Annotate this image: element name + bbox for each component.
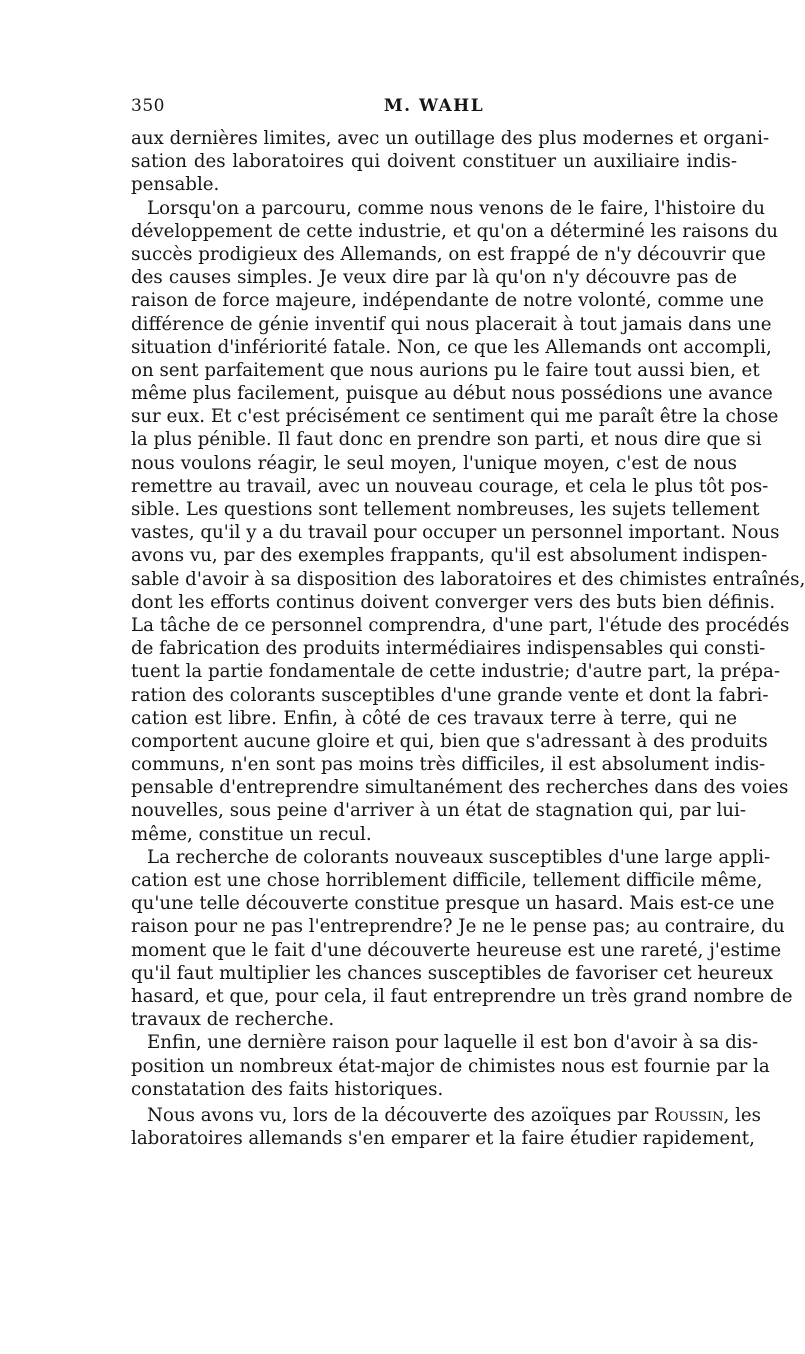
paragraph-4 [131,1031,770,1101]
text-line: succès prodigieux des Allemands, on est frappé de n'y découvrir que [131,243,766,265]
text-segment: , les [723,1104,761,1126]
text-line: sur eux. Et c'est précisément ce sentiment qui me paraît être la chose [131,406,779,428]
text-line: dont les efforts continus doivent converger vers des buts bien définis. [131,591,776,613]
text-line: La tâche de ce personnel comprendra, d'une part, l'étude des procédés [131,614,790,636]
text-line: pensable. [131,174,220,196]
text-line: hasard, et que, pour cela, il faut entreprendre un très grand nombre de [131,985,793,1007]
text-line: même, constitue un recul. [131,823,372,845]
text-line: qu'une telle découverte constitue presque un hasard. Mais est-ce une [131,893,775,915]
page-header [131,96,737,120]
paragraph-2 [131,197,805,846]
text-line: position un nombreux état-major de chimistes nous est fournie par la [131,1055,770,1077]
paragraph-1 [131,127,770,197]
text-line: la plus pénible. Il faut donc en prendre son parti, et nous dire que si [131,429,762,451]
text-line: communs, n'en sont pas moins très difficiles, il est absolument indis- [131,754,766,776]
text-line: cation est une chose horriblement difficile, tellement difficile même, [131,870,763,891]
body-text [131,127,805,1150]
text-line: La recherche de colorants nouveaux susceptibles d'une large appli- [147,846,771,868]
text-line: sation des laboratoires qui doivent constituer un auxiliaire indis- [131,151,737,173]
text-line: raison de force majeure, indépendante de notre volonté, comme une [131,290,764,312]
text-line: nouvelles, sous peine d'arriver à un état de stagnation qui, par lui- [131,800,746,822]
text-line: des causes simples. Je veux dire par là qu'on n'y découvre pas de [131,267,737,289]
text-line: de fabrication des produits intermédiaires indispensables qui consti- [131,638,766,660]
running-head-author: M. WAHL [383,96,485,116]
text-line: qu'il faut multiplier les chances susceptibles de favoriser cet heureux [131,962,773,984]
text-line: situation d'infériorité fatale. Non, ce que les Allemands ont accompli, [131,336,772,358]
text-line: même plus facilement, puisque au début nous possédions une avance [131,383,773,405]
text-line: nous voulons réagir, le seul moyen, l'unique moyen, c'est de nous [131,452,737,474]
text-segment: Nous avons vu, lors de la découverte des azoïques par [147,1104,655,1126]
text-line: cation est libre. Enfin, à côté de ces travaux terre à terre, qui ne [131,707,737,729]
text-line: Lorsqu'on a parcouru, comme nous venons de le faire, l'histoire du [147,197,765,219]
text-line: remettre au travail, avec un nouveau courage, et cela le plus tôt pos- [131,475,769,497]
text-line: raison pour ne pas l'entreprendre? Je ne le pense pas; au contraire, du [131,916,785,938]
text-line: différence de génie inventif qui nous placerait à tout jamais dans une [131,313,772,335]
text-line [131,1104,761,1127]
paragraph-3 [131,846,793,1032]
text-line: pensable d'entreprendre simultanément des recherches dans des voies [131,777,789,799]
paragraph-5 [131,1104,761,1150]
page-number: 350 [131,96,165,116]
text-line: développement de cette industrie, et qu'on a déterminé les raisons du [131,220,779,242]
text-line: sible. Les questions sont tellement nombreuses, les sujets tellement [131,499,760,520]
text-line: avons vu, par des exemples frappants, qu'il est absolument indispen- [131,545,768,567]
text-line: ration des colorants susceptibles d'une grande vente et dont la fabri- [131,684,769,706]
text-line: on sent parfaitement que nous aurions pu le faire tout aussi bien, et [131,359,760,381]
text-line: travaux de recherche. [131,1009,335,1031]
text-line: tuent la partie fondamentale de cette industrie; d'autre part, la prépa- [131,661,780,683]
text-line: vastes, qu'il y a du travail pour occuper un personnel important. Nous [131,522,780,544]
text-line: sable d'avoir à sa disposition des laboratoires et des chimistes entraînés, [131,568,805,590]
text-line: aux dernières limites, avec un outillage des plus modernes et organi- [131,128,770,149]
text-line: comportent aucune gloire et qui, bien que s'adressant à des produits [131,730,768,752]
author-name-roussin: Roussin [654,1104,724,1126]
text-line: constatation des faits historiques. [131,1078,444,1100]
text-line: moment que le fait d'une découverte heureuse est une rareté, j'estime [131,939,782,961]
text-line: Enfin, une dernière raison pour laquelle il est bon d'avoir à sa dis- [147,1032,759,1054]
text-line: laboratoires allemands s'en emparer et la faire étudier rapidement, [131,1128,755,1150]
